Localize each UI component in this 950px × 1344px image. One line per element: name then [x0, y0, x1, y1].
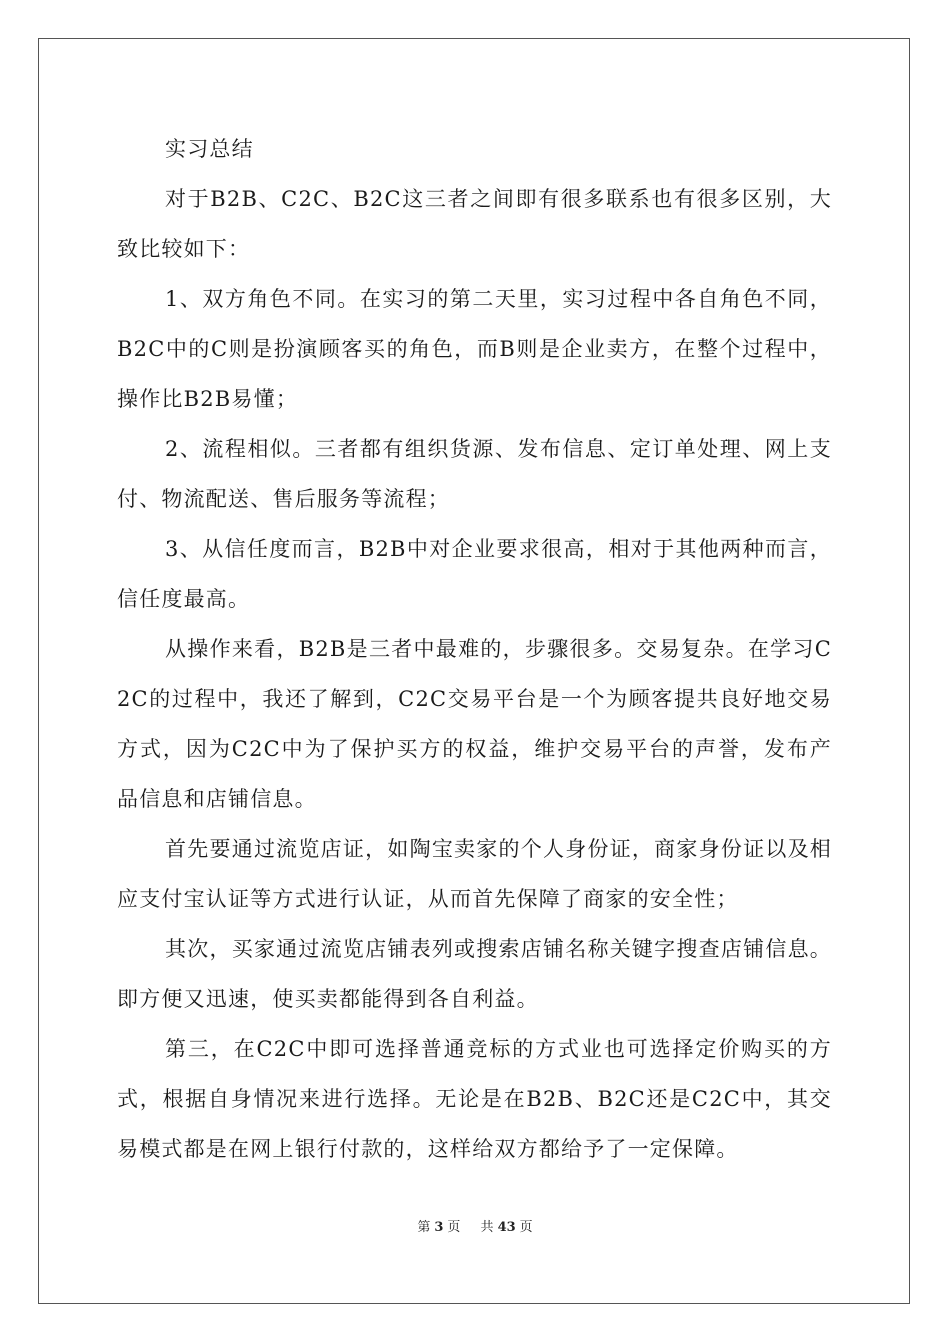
- paragraph-intro: 对于B2B、C2C、B2C这三者之间即有很多联系也有很多区别，大致比较如下：: [117, 187, 832, 261]
- paragraph-operation: 从操作来看，B2B是三者中最难的，步骤很多。交易复杂。在学习C2C的过程中，我还了解到，C2C交易平台是一个为顾客提共良好地交易方式，因为C2C中为了保护买方的权益，维护交易平台的声誉，发布产品信息和店铺信息。: [117, 637, 832, 811]
- page-indicator: 第 3 页: [417, 1220, 461, 1235]
- paragraph-point-2: 2、流程相似。三者都有组织货源、发布信息、定订单处理、网上支付、物流配送、售后服务等流程；: [117, 437, 832, 511]
- total-page-number: 43: [497, 1220, 516, 1235]
- paragraph-third: 第三，在C2C中即可选择普通竞标的方式业也可选择定价购买的方式，根据自身情况来进行选择。无论是在B2B、B2C还是C2C中，其交易模式都是在网上银行付款的，这样给双方都给予了一定保障。: [117, 1037, 832, 1161]
- paragraph-first: 首先要通过流览店证，如陶宝卖家的个人身份证，商家身份证以及相应支付宝认证等方式进行认证，从而首先保障了商家的安全性；: [117, 837, 832, 911]
- current-page-number: 3: [434, 1220, 444, 1235]
- document-body: [117, 124, 832, 1174]
- total-indicator: 共 43 页: [480, 1220, 533, 1235]
- page-footer: [0, 1216, 950, 1235]
- paragraph-second: 其次，买家通过流览店铺表列或搜索店铺名称关键字搜查店铺信息。即方便又迅速，使买卖都能得到各自利益。: [117, 937, 832, 1011]
- paragraph-point-1: 1、双方角色不同。在实习的第二天里，实习过程中各自角色不同，B2C中的C则是扮演顾客买的角色，而B则是企业卖方，在整个过程中，操作比B2B易懂；: [117, 287, 832, 411]
- section-title: 实习总结: [165, 137, 254, 161]
- paragraph-point-3: 3、从信任度而言，B2B中对企业要求很高，相对于其他两种而言，信任度最高。: [117, 537, 832, 611]
